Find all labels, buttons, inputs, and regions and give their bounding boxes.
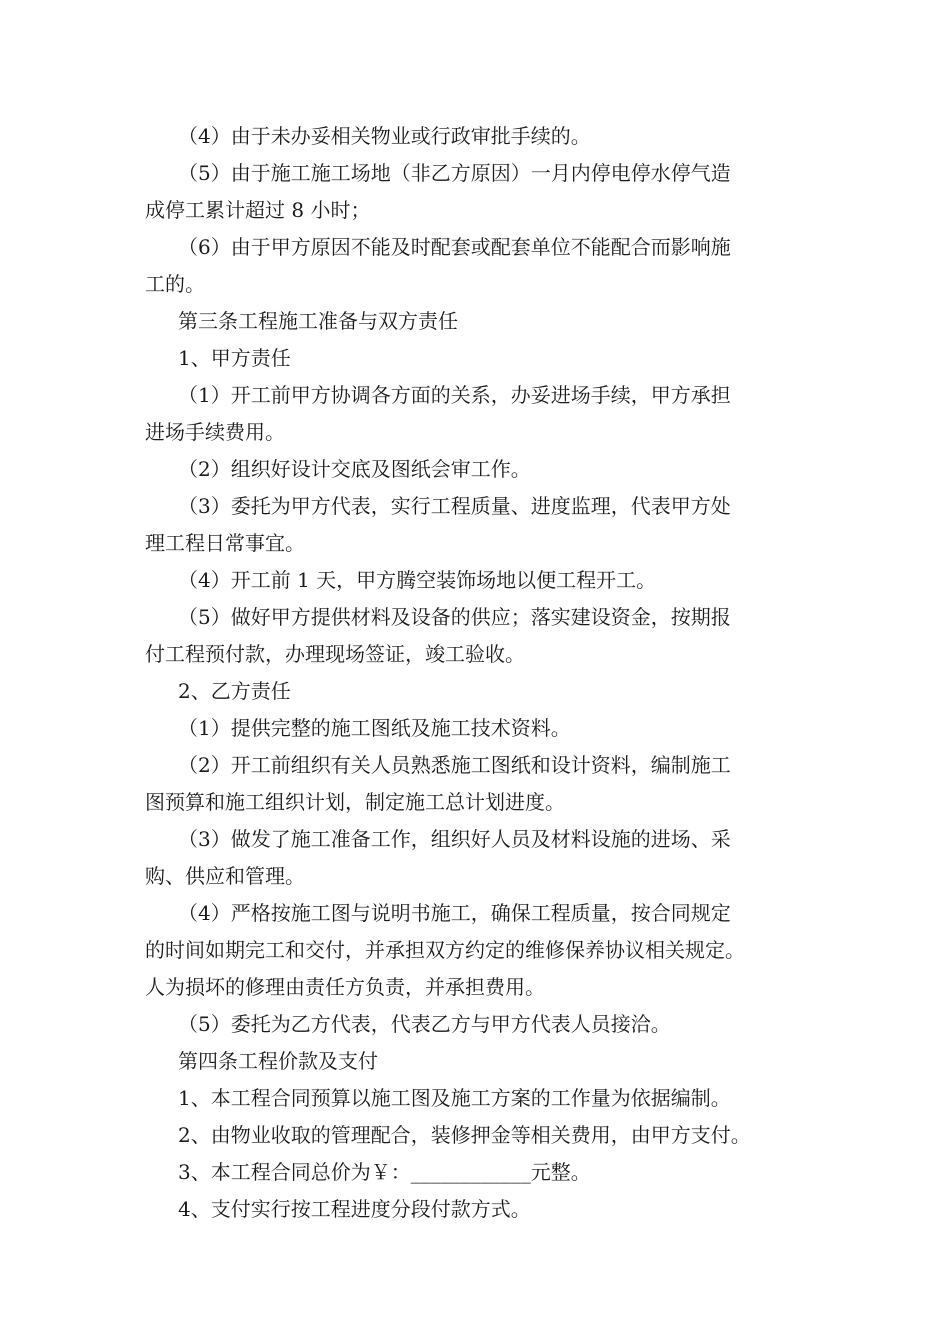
clause-item: （4）由于未办妥相关物业或行政审批手续的。	[178, 124, 591, 148]
clause-item: （4）严格按施工图与说明书施工，确保工程质量，按合同规定	[178, 901, 731, 925]
clause-item: （2）组织好设计交底及图纸会审工作。	[178, 457, 531, 481]
clause-continuation: 进场手续费用。	[145, 420, 285, 444]
clause-continuation: 购、供应和管理。	[145, 864, 305, 888]
clause-item: （1）提供完整的施工图纸及施工技术资料。	[178, 716, 571, 740]
section-heading: 2、乙方责任	[178, 679, 291, 703]
clause-item: 1、本工程合同预算以施工图及施工方案的工作量为依据编制。	[178, 1086, 731, 1110]
clause-item: （1）开工前甲方协调各方面的关系，办妥进场手续，甲方承担	[178, 383, 731, 407]
clause-continuation: 付工程预付款，办理现场签证，竣工验收。	[145, 642, 525, 666]
clause-item: （5）委托为乙方代表，代表乙方与甲方代表人员接洽。	[178, 1012, 671, 1036]
document-body	[145, 118, 810, 1228]
clause-item: （4）开工前 1 天，甲方腾空装饰场地以便工程开工。	[178, 568, 657, 592]
clause-continuation: 成停工累计超过 8 小时；	[145, 198, 371, 222]
clause-continuation: 图预算和施工组织计划，制定施工总计划进度。	[145, 790, 565, 814]
clause-continuation: 理工程日常事宜。	[145, 531, 305, 555]
clause-continuation: 人为损坏的修理由责任方负责，并承担费用。	[145, 975, 545, 999]
clause-item: （3）委托为甲方代表，实行工程质量、进度监理，代表甲方处	[178, 494, 731, 518]
clause-item: （6）由于甲方原因不能及时配套或配套单位不能配合而影响施	[178, 235, 731, 259]
article-heading: 第四条工程价款及支付	[178, 1049, 378, 1073]
clause-item: （2）开工前组织有关人员熟悉施工图纸和设计资料，编制施工	[178, 753, 731, 777]
clause-item: （5）做好甲方提供材料及设备的供应；落实建设资金，按期报	[178, 605, 731, 629]
contract-price-line: 3、本工程合同总价为￥：____________元整。	[178, 1160, 591, 1184]
clause-item: 4、支付实行按工程进度分段付款方式。	[178, 1197, 531, 1221]
clause-continuation: 工的。	[145, 272, 205, 296]
clause-item: （5）由于施工施工场地（非乙方原因）一月内停电停水停气造	[178, 161, 731, 185]
clause-continuation: 的时间如期完工和交付，并承担双方约定的维修保养协议相关规定。	[145, 938, 745, 962]
section-heading: 1、甲方责任	[178, 346, 291, 370]
clause-item: （3）做发了施工准备工作，组织好人员及材料设施的进场、采	[178, 827, 731, 851]
clause-item: 2、由物业收取的管理配合，装修押金等相关费用，由甲方支付。	[178, 1123, 751, 1147]
article-heading: 第三条工程施工准备与双方责任	[178, 309, 458, 333]
